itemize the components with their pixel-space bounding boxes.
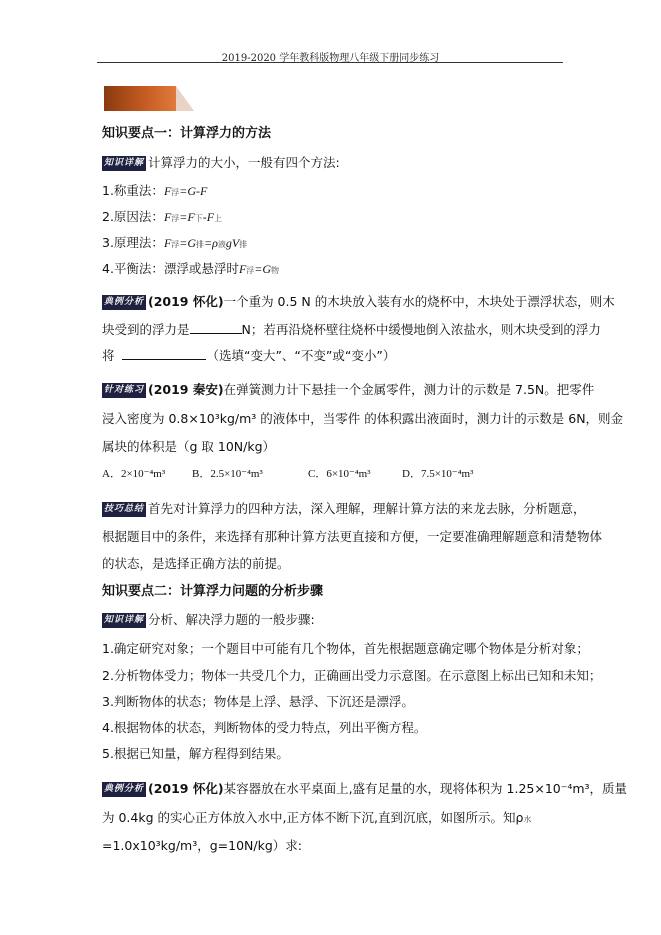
- example-1-line-1: [102, 292, 615, 310]
- practice-1-text: 在弹簧测力计下悬挂一个金属零件，测力计的示数是 7.5N。把零件: [223, 382, 595, 397]
- formula-f: F: [163, 210, 172, 224]
- method-1: [102, 181, 207, 199]
- formula-eq: =F: [179, 210, 195, 224]
- example-1-text: 将: [102, 348, 115, 363]
- formula-rest: =G-F: [179, 184, 208, 198]
- option-c: C．6×10⁻⁴m³: [308, 468, 371, 480]
- step-5: 5.根据已知量，解方程得到结果。: [102, 746, 289, 761]
- practice-1-source: (2019 秦安): [148, 382, 224, 397]
- formula-sub: 浮: [171, 240, 180, 249]
- formula-sub: 排: [239, 240, 248, 249]
- answer-blank[interactable]: [190, 321, 242, 334]
- tag-detail: 知识详解: [102, 613, 146, 628]
- section-2-title: 知识要点二：计算浮力问题的分析步骤: [102, 584, 324, 599]
- formula-eq: =G: [179, 236, 197, 250]
- formula-sub: 物: [271, 266, 280, 275]
- banner-block: [104, 86, 176, 111]
- tag-practice: 针对练习: [102, 383, 146, 398]
- method-3-label: 3.原理法：: [102, 235, 164, 250]
- steps-intro: 分析、解决浮力题的一般步骤:: [148, 612, 315, 627]
- step-4: 4.根据物体的状态，判断物体的受力特点，列出平衡方程。: [102, 720, 427, 735]
- method-4-label: 4.平衡法：漂浮或悬浮时: [102, 261, 239, 276]
- example-1-text: 一个重为 0.5 N 的木块放入装有水的烧杯中，木块处于漂浮状态，则木: [223, 294, 615, 309]
- formula-eq: gV: [225, 236, 240, 250]
- formula-sub: 浮: [246, 266, 255, 275]
- section-banner: [104, 86, 200, 111]
- banner-tail: [176, 86, 194, 111]
- option-a: A．2×10⁻⁴m³: [102, 468, 166, 480]
- example-1-text: N；若再沿烧杯壁往烧杯中缓慢地倒入浓盐水，则木块受到的浮力: [241, 322, 601, 337]
- tag-detail: 知识详解: [102, 156, 146, 171]
- example-1-text: 块受到的浮力是: [102, 322, 190, 337]
- formula-sub: 浮: [171, 188, 180, 197]
- section-1-title: 知识要点一：计算浮力的方法: [102, 126, 272, 141]
- formula-sub: 浮: [171, 214, 180, 223]
- formula-sub: 水: [523, 815, 532, 824]
- example-2-line-3: =1.0x10³kg/m³，g=10N/kg）求:: [102, 838, 303, 853]
- tag-example: 典例分析: [102, 782, 146, 797]
- methods-intro: 计算浮力的大小，一般有四个方法:: [148, 155, 340, 170]
- formula-eq: =G: [254, 262, 272, 276]
- practice-1-line-2: 浸入密度为 0.8×10³kg/m³ 的液体中，当零件 的体积露出液面时，测力计的示数是 6N，则金: [102, 411, 624, 426]
- example-1-line-3: [102, 346, 395, 364]
- step-2: 2.分析物体受力；物体一共受几个力，正确画出受力示意图。在示意图上标出已知和未知；: [102, 668, 602, 683]
- tag-example: 典例分析: [102, 295, 146, 310]
- formula-f: F: [163, 236, 172, 250]
- example-1-line-2: [102, 320, 601, 338]
- method-1-label: 1.称重法：: [102, 183, 164, 198]
- option-d: D．7.5×10⁻⁴m³: [402, 468, 474, 480]
- step-1: 1.确定研究对象；一个题目中可能有几个物体，首先根据题意确定哪个物体是分析对象；: [102, 641, 589, 656]
- example-2-text: 某容器放在水平桌面上,盛有足量的水，现将体积为 1.25×10⁻⁴m³，质量: [223, 781, 628, 796]
- step-3: 3.判断物体的状态；物体是上浮、悬浮、下沉还是漂浮。: [102, 694, 414, 709]
- tag-summary: 技巧总结: [102, 502, 146, 517]
- answer-blank[interactable]: [122, 347, 206, 360]
- detail-block-2: [102, 610, 315, 628]
- formula-eq: -F: [202, 210, 215, 224]
- example-2-line-2: [102, 808, 531, 826]
- formula-eq: =ρ: [204, 236, 218, 250]
- method-4: [102, 259, 279, 277]
- practice-1-line-3: 属块的体积是（g 取 10N/kg）: [102, 439, 276, 454]
- example-2-line-1: [102, 779, 627, 797]
- method-3: [102, 233, 247, 251]
- header-rule: [97, 62, 563, 63]
- formula-sub: 液: [217, 240, 226, 249]
- detail-block-1: [102, 153, 340, 171]
- example-1-source: (2019 怀化): [148, 294, 224, 309]
- example-2-source: (2019 怀化): [148, 781, 224, 796]
- method-2: [102, 207, 222, 225]
- summary-text: 首先对计算浮力的四种方法，深入理解，理解计算方法的来龙去脉，分析题意，: [148, 501, 586, 516]
- formula-sub: 上: [214, 214, 223, 223]
- example-2-text: 为 0.4kg 的实心正方体放入水中,正方体不断下沉,直到沉底，如图所示。知ρ: [102, 810, 524, 825]
- option-b: B．2.5×10⁻⁴m³: [192, 468, 263, 480]
- method-2-label: 2.原因法：: [102, 209, 164, 224]
- formula-f: F: [238, 262, 247, 276]
- page-header: 2019-2020 学年教科版物理八年级下册同步练习: [221, 53, 440, 64]
- formula-sub: 排: [196, 240, 205, 249]
- formula-f: F: [163, 184, 172, 198]
- summary-line-2: 根据题目中的条件，来选择有那种计算方法更直接和方便，一定要准确理解题意和清楚物体: [102, 529, 603, 544]
- formula-sub: 下: [194, 214, 203, 223]
- practice-1-line-1: [102, 380, 594, 398]
- summary-line-3: 的状态，是选择正确方法的前提。: [102, 556, 290, 571]
- example-1-text: （选填“变大”、“不变”或“变小”）: [206, 348, 396, 363]
- summary-line-1: [102, 499, 586, 517]
